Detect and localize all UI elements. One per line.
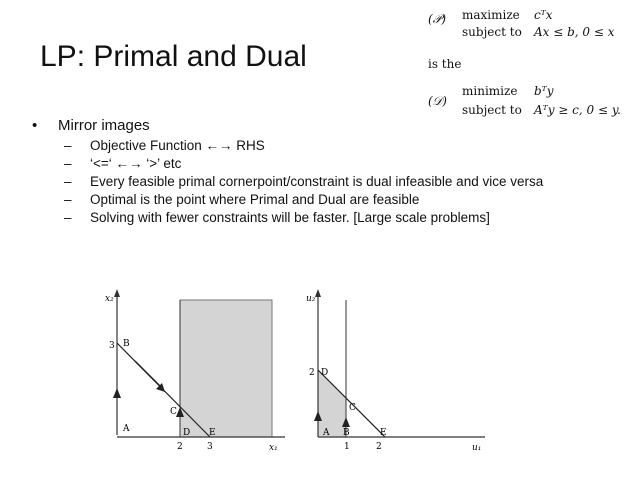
bullet-list <box>32 117 612 228</box>
point-label-e: E <box>380 428 387 438</box>
primal-feasible-region-graph <box>95 285 290 460</box>
primal-dual-formulation <box>422 6 638 122</box>
point-label-e: E <box>209 428 216 438</box>
y-tick-label: 3 <box>109 341 115 351</box>
sub-bullet-item: – Every feasible primal cornerpoint/constraint is dual infeasible and vice versa <box>64 174 544 189</box>
x-tick-label: 2 <box>177 442 183 452</box>
point-label-b: B <box>123 339 130 349</box>
primal-constraint: Ax ≤ b, 0 ≤ x <box>534 25 615 39</box>
dual-constraint-keyword: subject to <box>462 103 522 117</box>
point-label-b: B <box>343 428 350 438</box>
dual-objective-keyword: minimize <box>462 84 518 98</box>
bullet-item: • Mirror images <box>32 117 612 134</box>
slide-title: LP: Primal and Dual <box>40 40 307 73</box>
x-tick-label: 2 <box>376 442 382 452</box>
x-axis-label: u₁ <box>472 443 482 453</box>
y-tick-label: 2 <box>309 368 315 378</box>
y-axis-label: x₂ <box>105 294 114 304</box>
shaded-region <box>318 370 346 437</box>
point-label-c: C <box>170 407 177 417</box>
point-label-a: A <box>323 428 330 438</box>
shaded-region <box>180 300 272 437</box>
dual-objective: bᵀy <box>534 84 554 98</box>
x-tick-label: 3 <box>207 442 213 452</box>
dual-feasible-region-graph <box>300 285 490 460</box>
x-axis-label: x₁ <box>269 443 278 453</box>
primal-constraint-keyword: subject to <box>462 25 522 39</box>
primal-label: (𝒫) <box>428 12 447 26</box>
primal-objective-keyword: maximize <box>462 8 520 22</box>
sub-bullet-item: – Solving with fewer constraints will be faster. [Large scale problems] <box>64 210 490 225</box>
point-label-d: D <box>321 368 329 378</box>
point-label-c: C <box>349 403 356 413</box>
dual-label: (𝒟) <box>428 94 447 108</box>
y-axis-label: u₂ <box>306 294 316 304</box>
point-label-d: D <box>183 428 191 438</box>
sub-bullet-item: – Objective Function ←→ RHS <box>64 138 265 153</box>
x-tick-label: 1 <box>344 442 350 452</box>
primal-objective: cᵀx <box>534 8 553 22</box>
point-label-a: A <box>123 424 130 434</box>
dual-constraint: Aᵀy ≥ c, 0 ≤ y. <box>534 103 621 117</box>
sub-bullet-item: – ‘<=‘ ←→ ‘>’ etc <box>64 156 182 171</box>
is-the-text: is the <box>428 57 462 71</box>
sub-bullet-item: – Optimal is the point where Primal and Dual are feasible <box>64 192 420 207</box>
